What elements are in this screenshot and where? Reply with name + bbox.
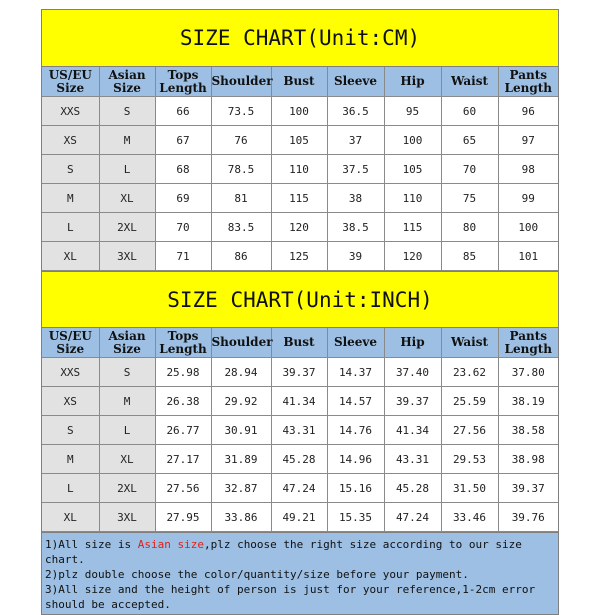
header-label: Asian [108,328,146,343]
table-row [42,213,558,242]
us-eu-size-cell: S [42,416,99,445]
table-row [42,445,558,474]
measurement-cell: 98 [498,155,558,184]
measurement-cell: 29.92 [211,387,271,416]
cm-table-body [42,97,558,271]
measurement-cell: 14.57 [327,387,384,416]
measurement-cell: 125 [271,242,327,271]
header-label-line2: Size [56,80,85,95]
measurement-cell: 120 [384,242,441,271]
us-eu-size-cell: XS [42,126,99,155]
measurement-cell: 76 [211,126,271,155]
inch-header-cell [211,328,271,358]
measurement-cell: 14.76 [327,416,384,445]
measurement-cell: 32.87 [211,474,271,503]
cm-header-row [42,67,558,97]
inch-table-body [42,358,558,532]
cm-size-table [42,67,558,271]
measurement-cell: 97 [498,126,558,155]
inch-header-cell [271,328,327,358]
header-label-line2: Size [56,341,85,356]
measurement-cell: 14.37 [327,358,384,387]
measurement-cell: 100 [384,126,441,155]
asian-size-cell: M [99,387,155,416]
header-label: Bust [283,74,315,88]
measurement-cell: 23.62 [441,358,498,387]
measurement-cell: 25.59 [441,387,498,416]
measurement-cell: 120 [271,213,327,242]
us-eu-size-cell: XXS [42,97,99,126]
header-label: Sleeve [333,74,378,88]
asian-size-cell: M [99,126,155,155]
cm-header-cell [155,67,211,97]
measurement-cell: 27.56 [155,474,211,503]
header-label: Sleeve [333,335,378,349]
inch-header-cell [498,328,558,358]
measurement-cell: 37 [327,126,384,155]
measurement-cell: 39.37 [384,387,441,416]
measurement-cell: 41.34 [384,416,441,445]
measurement-cell: 43.31 [271,416,327,445]
measurement-cell: 39.76 [498,503,558,532]
asian-size-cell: 3XL [99,503,155,532]
header-label: US/EU [48,328,92,343]
us-eu-size-cell: XXS [42,358,99,387]
measurement-cell: 86 [211,242,271,271]
measurement-cell: 37.40 [384,358,441,387]
measurement-cell: 110 [271,155,327,184]
measurement-cell: 105 [384,155,441,184]
measurement-cell: 27.17 [155,445,211,474]
measurement-cell: 80 [441,213,498,242]
inch-header-cell [99,328,155,358]
measurement-cell: 47.24 [384,503,441,532]
note-line-1 [45,537,555,567]
us-eu-size-cell: XL [42,503,99,532]
table-row [42,358,558,387]
header-label: Asian [108,67,146,82]
measurement-cell: 45.28 [271,445,327,474]
header-label-line2: Length [159,341,207,356]
header-label: Tops [167,67,199,82]
measurement-cell: 83.5 [211,213,271,242]
asian-size-cell: XL [99,445,155,474]
header-label: Tops [167,328,199,343]
table-row [42,503,558,532]
measurement-cell: 47.24 [271,474,327,503]
us-eu-size-cell: L [42,213,99,242]
measurement-cell: 33.46 [441,503,498,532]
measurement-cell: 37.5 [327,155,384,184]
measurement-cell: 81 [211,184,271,213]
measurement-cell: 26.38 [155,387,211,416]
measurement-cell: 39.37 [271,358,327,387]
measurement-cell: 15.16 [327,474,384,503]
measurement-cell: 36.5 [327,97,384,126]
size-notes [42,532,558,614]
measurement-cell: 25.98 [155,358,211,387]
inch-header-cell [42,328,99,358]
header-label-line2: Length [504,80,552,95]
table-row [42,242,558,271]
measurement-cell: 115 [384,213,441,242]
asian-size-cell: S [99,97,155,126]
header-label-line2: Size [113,341,141,356]
measurement-cell: 37.80 [498,358,558,387]
table-row [42,155,558,184]
measurement-cell: 99 [498,184,558,213]
cm-chart-title: SIZE CHART(Unit:CM) [42,10,558,67]
table-row [42,387,558,416]
measurement-cell: 31.50 [441,474,498,503]
cm-header-cell [498,67,558,97]
us-eu-size-cell: XL [42,242,99,271]
measurement-cell: 71 [155,242,211,271]
measurement-cell: 31.89 [211,445,271,474]
asian-size-cell: XL [99,184,155,213]
cm-header-cell [441,67,498,97]
header-label: Pants [509,328,547,343]
cm-header-cell [211,67,271,97]
asian-size-cell: 2XL [99,474,155,503]
measurement-cell: 101 [498,242,558,271]
table-row [42,416,558,445]
header-label-line2: Size [113,80,141,95]
header-label: Hip [400,335,425,349]
measurement-cell: 39.37 [498,474,558,503]
header-label: Shoulder [211,74,273,88]
asian-size-cell: 2XL [99,213,155,242]
measurement-cell: 43.31 [384,445,441,474]
inch-header-cell [384,328,441,358]
measurement-cell: 110 [384,184,441,213]
measurement-cell: 67 [155,126,211,155]
measurement-cell: 28.94 [211,358,271,387]
note-line-2: 2)plz double choose the color/quantity/size before your payment. [45,568,469,581]
measurement-cell: 33.86 [211,503,271,532]
header-label: Pants [509,67,547,82]
measurement-cell: 95 [384,97,441,126]
measurement-cell: 105 [271,126,327,155]
note-1-suffix: ,plz choose the right size according to our size chart. [45,538,522,566]
measurement-cell: 38.19 [498,387,558,416]
inch-header-cell [327,328,384,358]
header-label: Waist [450,335,489,349]
measurement-cell: 14.96 [327,445,384,474]
cm-header-cell [271,67,327,97]
asian-size-highlight: Asian size [137,538,204,551]
measurement-cell: 26.77 [155,416,211,445]
measurement-cell: 41.34 [271,387,327,416]
measurement-cell: 73.5 [211,97,271,126]
header-label: Hip [400,74,425,88]
inch-header-row [42,328,558,358]
cm-header-cell [327,67,384,97]
measurement-cell: 85 [441,242,498,271]
measurement-cell: 100 [271,97,327,126]
note-1-prefix: 1)All size is [45,538,138,551]
measurement-cell: 68 [155,155,211,184]
asian-size-cell: 3XL [99,242,155,271]
measurement-cell: 69 [155,184,211,213]
inch-header-cell [441,328,498,358]
table-row [42,97,558,126]
measurement-cell: 65 [441,126,498,155]
measurement-cell: 38.98 [498,445,558,474]
measurement-cell: 70 [441,155,498,184]
measurement-cell: 15.35 [327,503,384,532]
measurement-cell: 27.56 [441,416,498,445]
measurement-cell: 39 [327,242,384,271]
table-row [42,126,558,155]
header-label-line2: Length [504,341,552,356]
size-chart-sheet [41,9,559,615]
us-eu-size-cell: M [42,184,99,213]
header-label-line2: Length [159,80,207,95]
header-label: Waist [450,74,489,88]
cm-header-cell [42,67,99,97]
asian-size-cell: L [99,416,155,445]
measurement-cell: 96 [498,97,558,126]
asian-size-cell: L [99,155,155,184]
us-eu-size-cell: M [42,445,99,474]
measurement-cell: 100 [498,213,558,242]
measurement-cell: 38.5 [327,213,384,242]
us-eu-size-cell: XS [42,387,99,416]
measurement-cell: 115 [271,184,327,213]
measurement-cell: 70 [155,213,211,242]
measurement-cell: 75 [441,184,498,213]
measurement-cell: 38.58 [498,416,558,445]
measurement-cell: 66 [155,97,211,126]
note-line-3: 3)All size and the height of person is just for your reference,1-2cm error should be accepted. [45,583,536,611]
inch-size-table [42,328,558,532]
table-row [42,184,558,213]
inch-header-cell [155,328,211,358]
cm-header-cell [99,67,155,97]
table-row [42,474,558,503]
measurement-cell: 27.95 [155,503,211,532]
measurement-cell: 49.21 [271,503,327,532]
cm-header-cell [384,67,441,97]
inch-chart-title: SIZE CHART(Unit:INCH) [42,271,558,328]
us-eu-size-cell: L [42,474,99,503]
measurement-cell: 60 [441,97,498,126]
header-label: Shoulder [211,335,273,349]
measurement-cell: 30.91 [211,416,271,445]
measurement-cell: 78.5 [211,155,271,184]
measurement-cell: 29.53 [441,445,498,474]
us-eu-size-cell: S [42,155,99,184]
header-label: US/EU [48,67,92,82]
measurement-cell: 45.28 [384,474,441,503]
measurement-cell: 38 [327,184,384,213]
asian-size-cell: S [99,358,155,387]
header-label: Bust [283,335,315,349]
